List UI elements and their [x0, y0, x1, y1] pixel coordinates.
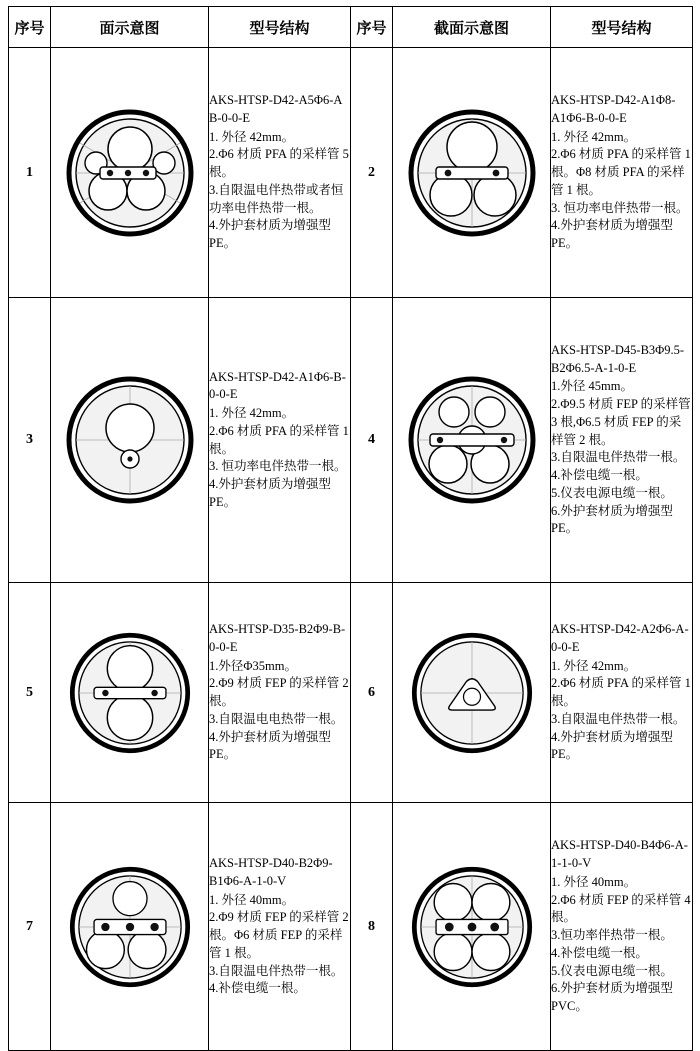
table-row	[9, 298, 693, 583]
model-detail: 2.Φ6 材质 PFA 的采样管 1 根。	[551, 676, 691, 708]
model-detail: 4.补偿电缆一根。	[209, 981, 306, 996]
header-model-right: 型号结构	[551, 7, 693, 48]
model-code: AKS-HTSP-D40-B4Φ6-A-1-1-0-V	[551, 838, 688, 870]
cable-cross-section-3-svg	[56, 366, 204, 514]
row-number: 5	[9, 583, 51, 803]
model-detail: 3.自限温电伴热带一根。	[551, 711, 686, 726]
table-row	[9, 583, 693, 803]
model-detail: 1. 外径 40mm。	[551, 874, 637, 889]
model-detail: 2.Φ9.5 材质 FEP 的采样管 3 根,Φ6.5 材质 FEP 的采样管 2 根。	[551, 397, 691, 447]
cable-cross-section-3	[51, 298, 209, 583]
model-detail: 3. 恒功率电伴热带一根。	[551, 200, 689, 215]
cable-cross-section-1	[51, 48, 209, 298]
cable-cross-section-2	[393, 48, 551, 298]
row-number: 4	[351, 298, 393, 583]
model-detail: 4.外护套材质为增强型 PE。	[209, 477, 331, 509]
row-number: 3	[9, 298, 51, 583]
model-detail: 4.补偿电缆一根。	[551, 945, 648, 960]
row-number: 8	[351, 803, 393, 1051]
row-number: 6	[351, 583, 393, 803]
row-number: 2	[351, 48, 393, 298]
cable-cross-section-6	[393, 583, 551, 803]
model-detail: 6.外护套材质为增强型 PVC。	[551, 981, 673, 1013]
header-diagram-right: 截面示意图	[393, 7, 551, 48]
model-detail: 4.外护套材质为增强型 PE。	[209, 218, 331, 251]
model-code: AKS-HTSP-D42-A5Φ6-A B-0-0-E	[209, 93, 342, 125]
model-detail: 4.外护套材质为增强型 PE。	[209, 729, 331, 762]
model-code: AKS-HTSP-D45-B3Φ9.5-B2Φ6.5-A-1-0-E	[551, 342, 685, 375]
diagram-wrap	[51, 613, 208, 773]
cable-cross-section-1-svg	[56, 99, 204, 247]
model-description	[209, 298, 351, 583]
model-detail: 3.自限温电伴热带或者恒功率电伴热带一根。	[209, 182, 344, 215]
diagram-wrap	[393, 613, 550, 773]
model-detail: 1. 外径 42mm。	[209, 129, 295, 144]
row-number: 1	[9, 48, 51, 298]
model-detail: 1.外径 45mm。	[551, 379, 633, 394]
header-model-left: 型号结构	[209, 7, 351, 48]
diagram-wrap	[51, 89, 208, 257]
model-detail: 1. 外径 42mm。	[551, 129, 637, 144]
table-row	[9, 48, 693, 298]
cable-cross-section-4-svg	[398, 366, 546, 514]
diagram-wrap	[51, 847, 208, 1007]
model-detail: 6.外护套材质为增强型 PE。	[551, 503, 673, 536]
model-description	[551, 583, 693, 803]
model-detail: 3.自限温电伴热带一根。	[551, 450, 686, 465]
model-detail: 2.Φ9 材质 FEP 的采样管 2 根。Φ6 材质 FEP 的采样管 1 根。	[209, 910, 349, 960]
cable-cross-section-8-svg	[402, 857, 542, 997]
model-detail: 3.恒功率伴热带一根。	[551, 928, 673, 942]
model-description	[551, 48, 693, 298]
model-description	[551, 803, 693, 1051]
model-detail: 1. 外径 42mm。	[209, 406, 295, 420]
model-description	[209, 803, 351, 1051]
cable-spec-table	[8, 6, 693, 1051]
cable-cross-section-7	[51, 803, 209, 1051]
model-detail: 1.外径Φ35mm。	[209, 658, 297, 673]
model-code: AKS-HTSP-D42-A2Φ6-A-0-0-E	[551, 622, 689, 654]
model-detail: 2.Φ6 材质 PFA 的采样管 1 根。	[209, 423, 349, 456]
model-detail: 2.Φ6 材质 PFA 的采样管 5 根。	[209, 147, 349, 180]
table-row	[9, 803, 693, 1051]
cable-cross-section-4	[393, 298, 551, 583]
table-body	[9, 48, 693, 1051]
model-description	[551, 298, 693, 583]
cable-cross-section-5-svg	[60, 623, 200, 763]
cable-cross-section-8	[393, 803, 551, 1051]
table-header	[9, 7, 693, 48]
diagram-wrap	[51, 356, 208, 524]
model-detail: 2.Φ6 材质 PFA 的采样管 1 根。Φ8 材质 PFA 的采样管 1 根。	[551, 147, 691, 197]
cable-cross-section-2-svg	[398, 99, 546, 247]
model-detail: 4.外护套材质为增强型 PE。	[551, 729, 673, 762]
model-description	[209, 583, 351, 803]
cable-cross-section-6-svg	[402, 623, 542, 763]
model-detail: 3.自限温电伴热带一根。	[209, 963, 344, 978]
model-code: AKS-HTSP-D42-A1Φ6-B-0-0-E	[209, 369, 346, 402]
model-detail: 4.补偿电缆一根。	[551, 468, 648, 483]
model-detail: 2.Φ9 材质 FEP 的采样管 2 根。	[209, 676, 349, 708]
model-code: AKS-HTSP-D42-A1Φ8-A1Φ6-B-0-0-E	[551, 93, 676, 125]
model-detail: 5.仪表电源电缆一根。	[551, 963, 673, 978]
row-number: 7	[9, 803, 51, 1051]
model-detail: 3.自限温电电热带一根。	[209, 711, 344, 726]
model-detail: 3. 恒功率电伴热带一根。	[209, 459, 347, 474]
diagram-wrap	[393, 847, 550, 1007]
cable-cross-section-7-svg	[60, 857, 200, 997]
table-header-row	[9, 7, 693, 48]
diagram-wrap	[393, 356, 550, 524]
cable-cross-section-5	[51, 583, 209, 803]
model-detail: 2.Φ6 材质 FEP 的采样管 4 根。	[551, 892, 691, 925]
model-description	[209, 48, 351, 298]
model-code: AKS-HTSP-D40-B2Φ9-B1Φ6-A-1-0-V	[209, 856, 333, 888]
model-detail: 4.外护套材质为增强型 PE。	[551, 218, 673, 251]
model-detail: 1. 外径 40mm。	[209, 892, 295, 907]
header-diagram-left: 面示意图	[51, 7, 209, 48]
diagram-wrap	[393, 89, 550, 257]
header-no-left: 序号	[9, 7, 51, 48]
model-detail: 1. 外径 42mm。	[551, 658, 637, 673]
header-no-right: 序号	[351, 7, 393, 48]
model-code: AKS-HTSP-D35-B2Φ9-B-0-0-E	[209, 622, 346, 654]
model-detail: 5.仪表电源电缆一根。	[551, 485, 673, 500]
